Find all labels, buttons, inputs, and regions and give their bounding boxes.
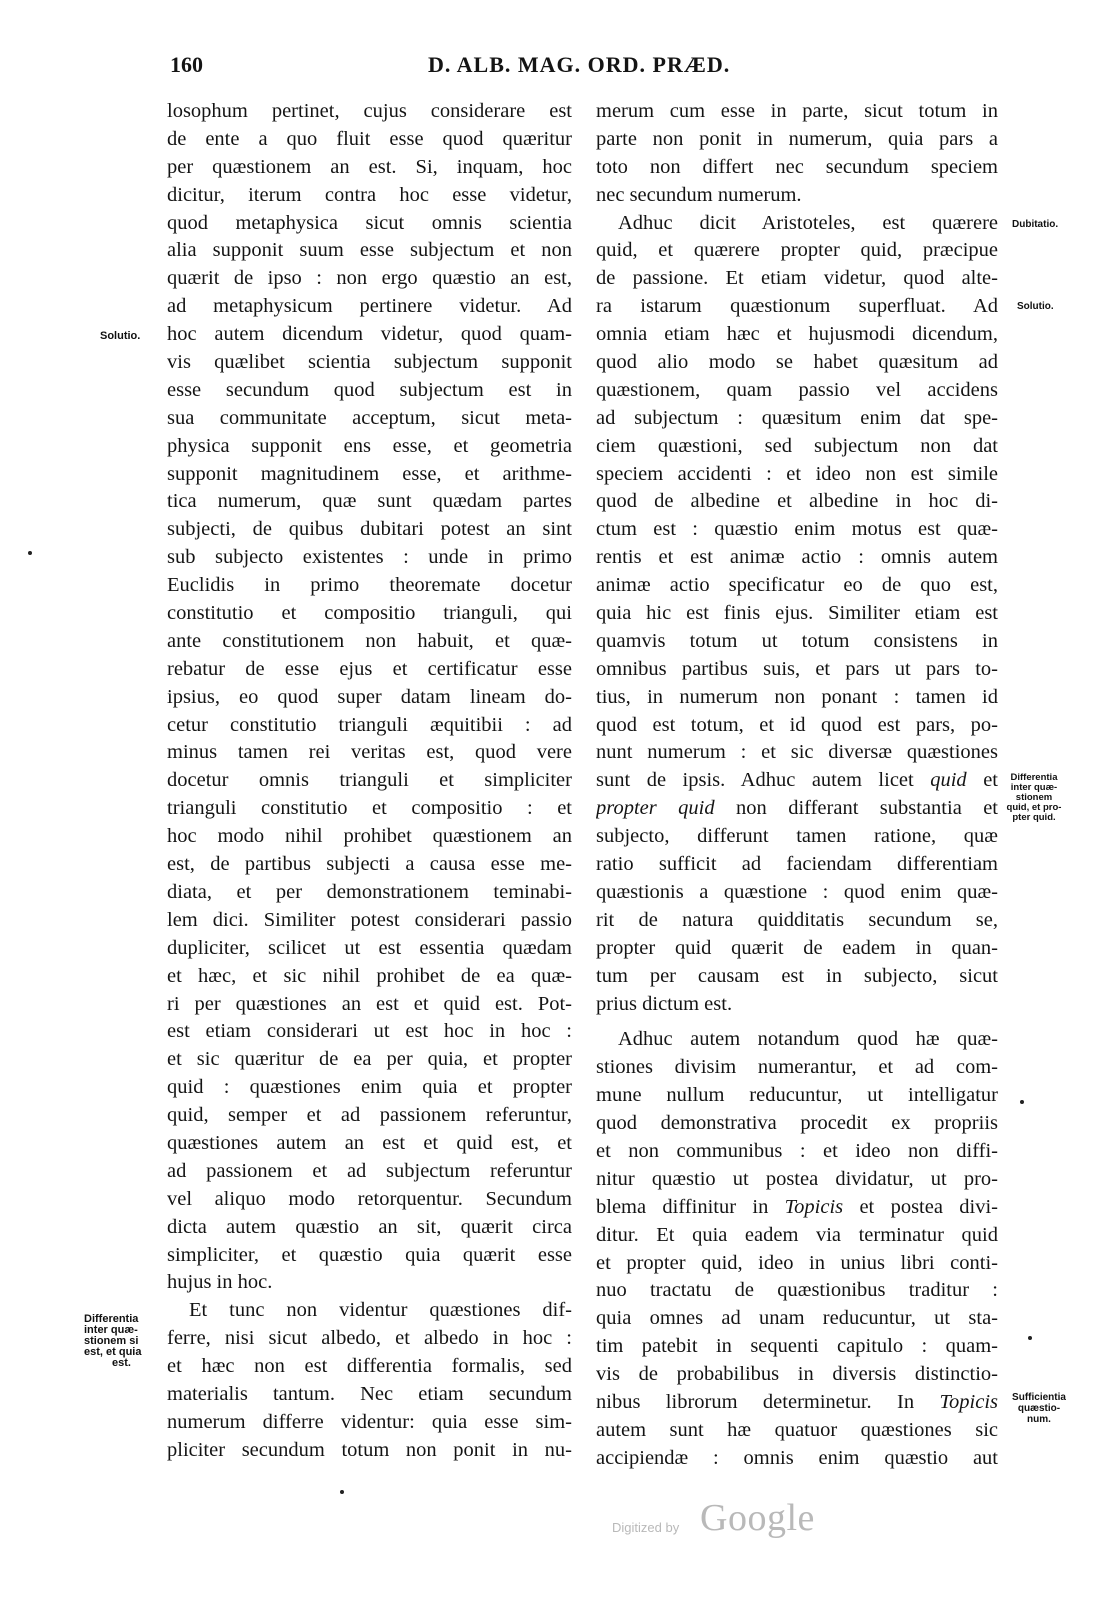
running-title: D. ALB. MAG. ORD. PRÆD. (428, 52, 731, 77)
text-line: quæstionem, quam passio vel accidens (596, 378, 998, 401)
text-line: ferre, nisi sicut albedo, et albedo in hoc : (167, 1327, 572, 1350)
italic-term-quid: quid (930, 769, 967, 792)
text-line: physica supponit ens esse, et geometria (167, 434, 572, 457)
scan-speck (340, 1490, 344, 1494)
text-line: ra istarum quæstionum superfluat. Ad (596, 295, 998, 318)
text-fragment: et postea divi- (843, 1195, 998, 1218)
text-line: losophum pertinet, cujus considerare est (167, 100, 572, 122)
text-line: quæstionis a quæstione : quod enim quæ- (596, 880, 998, 903)
text-line: materialis tantum. Nec etiam secundum (167, 1382, 572, 1405)
text-line: nec secundum numerum. (596, 183, 802, 206)
text-line-with-italic (596, 767, 998, 795)
text-line: Adhuc dicit Aristoteles, est quærere (618, 211, 998, 234)
margin-note-line: Differentia (1010, 772, 1058, 783)
margin-note-sufficientia (1004, 1392, 1074, 1425)
text-line: simpliciter, et quæstio quia quærit esse (167, 1243, 572, 1266)
page-number: 160 (170, 52, 203, 77)
text-line: cetur constitutio trianguli æquitibii : ad (167, 713, 572, 736)
margin-note-dubitatio (1012, 219, 1058, 230)
text-line: numerum differre videntur: quia esse sim- (167, 1410, 572, 1433)
text-line: ante constitutionem non habuit, et quæ- (167, 629, 572, 652)
text-line: ipsius, eo quod super datam lineam do- (167, 685, 572, 708)
text-line: nitur quæstio ut postea dividatur, ut pro- (596, 1167, 998, 1190)
text-line: quæstiones autem an est et quid est, et (167, 1131, 572, 1154)
margin-note-line: Sufficientia (1012, 1392, 1066, 1403)
text-line: quod demonstrativa procedit ex propriis (596, 1112, 998, 1135)
text-line: rit de natura quidditatis secundum se, (596, 908, 998, 931)
text-line: toto non differt nec secundum speciem (596, 155, 998, 178)
text-line: alia supponit suum esse subjectum et non (167, 239, 572, 262)
digitized-by-google-watermark (612, 1497, 832, 1546)
text-line: prius dictum est. (596, 992, 733, 1015)
margin-note-line: Solutio. (1017, 301, 1054, 312)
text-line: ratio sufficit ad faciendam differentiam (596, 853, 998, 876)
text-line: ri per quæstiones an est et quid est. Pot- (167, 992, 572, 1015)
text-line: merum cum esse in parte, sicut totum in (596, 100, 998, 122)
text-line: ad subjectum : quæsitum enim dat spe- (596, 406, 998, 429)
scan-speck (1020, 1100, 1024, 1104)
margin-note-line: inter quæ- (1010, 782, 1058, 793)
text-line: tius, in numerum non ponant : tamen id (596, 685, 998, 708)
text-fragment: blema diffinitur in (596, 1195, 785, 1218)
digitized-by-label: Digitized by (612, 1520, 680, 1535)
text-line: de passione. Et etiam videtur, quod alte- (596, 267, 998, 290)
text-line: quod est totum, et id quod est pars, po- (596, 713, 998, 736)
margin-note-line: Dubitatio. (1012, 219, 1059, 230)
text-line: parte non ponit in numerum, quia pars a (596, 127, 998, 150)
text-line-with-italic (596, 795, 998, 823)
text-line: nunt numerum : et sic diversæ quæstiones (596, 741, 998, 764)
text-line: per quæstionem an est. Si, inquam, hoc (167, 155, 572, 178)
text-line: quod metaphysica sicut omnis scientia (167, 211, 572, 234)
text-line: rebatur de esse ejus et certificatur esse (167, 657, 572, 680)
text-fragment: nibus librorum determinetur. In (596, 1390, 940, 1413)
google-logo: Google (700, 1497, 815, 1539)
text-line: esse secundum quod subjectum est in (167, 378, 572, 401)
text-line: subjecto, differunt tamen ratione, quæ (596, 825, 998, 848)
text-line: quia hic est finis ejus. Similiter etiam est (596, 602, 998, 625)
text-line: hoc autem dicendum videtur, quod quam- (167, 323, 572, 346)
text-line: et hæc non est differentia formalis, sed (167, 1355, 572, 1378)
text-line: lem dici. Similiter potest considerari passio (167, 908, 572, 931)
text-line: est, de partibus subjecti a causa esse me- (167, 853, 572, 876)
text-line: tim patebit in sequenti capitulo : quam- (596, 1335, 998, 1358)
text-line: et sic quæritur de ea per quia, et propter (167, 1048, 572, 1071)
text-line: ciem quæstioni, sed subjectum non dat (596, 434, 998, 457)
text-line-with-italic (596, 1194, 998, 1222)
text-line: ad metaphysicum pertinere videtur. Ad (167, 295, 572, 318)
text-line: supponit magnitudinem esse, et arithme- (167, 462, 572, 485)
text-line: minus tamen rei veritas est, quod vere (167, 741, 572, 764)
text-line: vis de probabilibus in diversis distinctio- (596, 1363, 998, 1386)
text-line: quid, et quærere propter quid, præcipue (596, 239, 998, 262)
margin-note-line: stionem si (84, 1335, 139, 1347)
margin-note-solutio (100, 331, 140, 342)
text-line: sua communitate acceptum, sicut meta- (167, 406, 572, 429)
text-line: de ente a quo fluit esse quod quæritur (167, 127, 572, 150)
text-line: rentis et est animæ actio : omnis autem (596, 546, 998, 569)
text-line: et non communibus : et ideo non diffi- (596, 1139, 998, 1162)
text-line: trianguli constitutio et compositio : et (167, 797, 572, 820)
text-line: vis quælibet scientia subjectum supponit (167, 351, 572, 374)
text-line: docetur omnis trianguli et simpliciter (167, 769, 572, 792)
text-line: autem sunt hæ quatuor quæstiones sic (596, 1418, 998, 1441)
italic-term-topicis: Topicis (784, 1195, 844, 1218)
text-line: dicitur, iterum contra hoc esse videtur, (167, 183, 572, 206)
margin-note-line: Solutio. (100, 330, 141, 342)
text-line-with-italic (596, 1389, 998, 1417)
text-line: quia omnes ad unam reducuntur, ut sta- (596, 1307, 998, 1330)
text-line: propter quid quærit de eadem in quan- (596, 936, 998, 959)
text-line: quid : quæstiones enim quia et propter (167, 1076, 572, 1099)
margin-note-line: stionem (1015, 792, 1053, 803)
text-line: accipiendæ : omnis enim quæstio aut (596, 1446, 998, 1469)
margin-note-line: inter quæ- (84, 1324, 138, 1336)
text-line: Euclidis in primo theoremate docetur (167, 574, 572, 597)
paragraph-gap (596, 1018, 998, 1026)
scan-speck (1028, 1336, 1032, 1340)
margin-note-line: est, et quia (84, 1346, 142, 1358)
text-line: ditur. Et quia eadem via terminatur quid (596, 1223, 998, 1246)
running-head (0, 52, 1093, 86)
text-line: quærit de ipso : non ergo quæstio an est, (167, 267, 572, 290)
text-fragment: non differant substantia et (714, 797, 998, 820)
text-line: tica numerum, quæ sunt quædam partes (167, 490, 572, 513)
text-line: est etiam considerari ut est hoc in hoc : (167, 1020, 572, 1043)
margin-note-differentia-quid (1000, 773, 1068, 823)
margin-note-line: quid, et pro- (1006, 802, 1062, 813)
text-line: hoc modo nihil prohibet quæstionem an (167, 825, 572, 848)
text-line: sub subjecto existentes : unde in primo (167, 546, 572, 569)
text-line: dupliciter, scilicet ut est essentia quædam (167, 936, 572, 959)
text-line: speciem accidenti : et ideo non est simile (596, 462, 998, 485)
text-line: quod de albedine et albedine in hoc di- (596, 490, 998, 513)
text-line: pliciter secundum totum non ponit in nu- (167, 1438, 572, 1461)
text-line: vel aliquo modo retorquentur. Secundum (167, 1187, 572, 1210)
text-line: et hæc, et sic nihil prohibet de ea quæ- (167, 964, 572, 987)
text-line: animæ actio specificatur eo de quo est, (596, 574, 998, 597)
text-line: tum per causam est in subjecto, sicut (596, 964, 998, 987)
margin-note-line: pter quid. (1012, 812, 1056, 823)
margin-note-line: est. (112, 1357, 131, 1369)
margin-note-line: num. (1027, 1414, 1051, 1425)
text-fragment: et (966, 769, 998, 792)
text-line: quid, semper et ad passionem referuntur, (167, 1104, 572, 1127)
text-line: stiones divisim numerantur, et ad com- (596, 1056, 998, 1079)
text-line: omnia etiam hæc et hujusmodi dicendum, (596, 323, 998, 346)
text-line: constitutio et compositio trianguli, qui (167, 602, 572, 625)
text-line: quamvis totum ut totum consistens in (596, 629, 998, 652)
text-line: Adhuc autem notandum quod hæ quæ- (618, 1028, 998, 1051)
text-line: mune nullum reducuntur, ut intelligatur (596, 1084, 998, 1107)
text-line: dicta autem quæstio an sit, quærit circa (167, 1215, 572, 1238)
scan-speck (28, 551, 32, 555)
text-fragment: sunt de ipsis. Adhuc autem licet (596, 769, 931, 792)
text-line: ad passionem et ad subjectum referuntur (167, 1159, 572, 1182)
text-line: subjecti, de quibus dubitari potest an sint (167, 518, 572, 541)
left-text-column (167, 98, 572, 1465)
text-line: hujus in hoc. (167, 1271, 273, 1294)
margin-note-differentia-an-est (84, 1314, 141, 1369)
italic-term-topicis: Topicis (939, 1390, 998, 1413)
margin-note-line: Differentia (84, 1313, 139, 1325)
text-line: Et tunc non videntur quæstiones dif- (189, 1299, 572, 1322)
text-line: quod alio modo se habet quæsitum ad (596, 351, 998, 374)
text-line: diata, et per demonstrationem teminabi- (167, 880, 572, 903)
text-line: et propter quid, ideo in unius libri conti- (596, 1251, 998, 1274)
margin-note-solutio (1017, 301, 1054, 312)
text-line: omnibus partibus suis, et pars ut pars to- (596, 657, 998, 680)
italic-term-propter-quid: propter quid (596, 797, 715, 820)
text-line: ctum est : quæstio enim motus est quæ- (596, 518, 998, 541)
right-text-column (596, 98, 998, 1473)
text-line: nuo tractatu de quæstionibus traditur : (596, 1279, 998, 1302)
margin-note-line: quæstio- (1017, 1403, 1061, 1414)
